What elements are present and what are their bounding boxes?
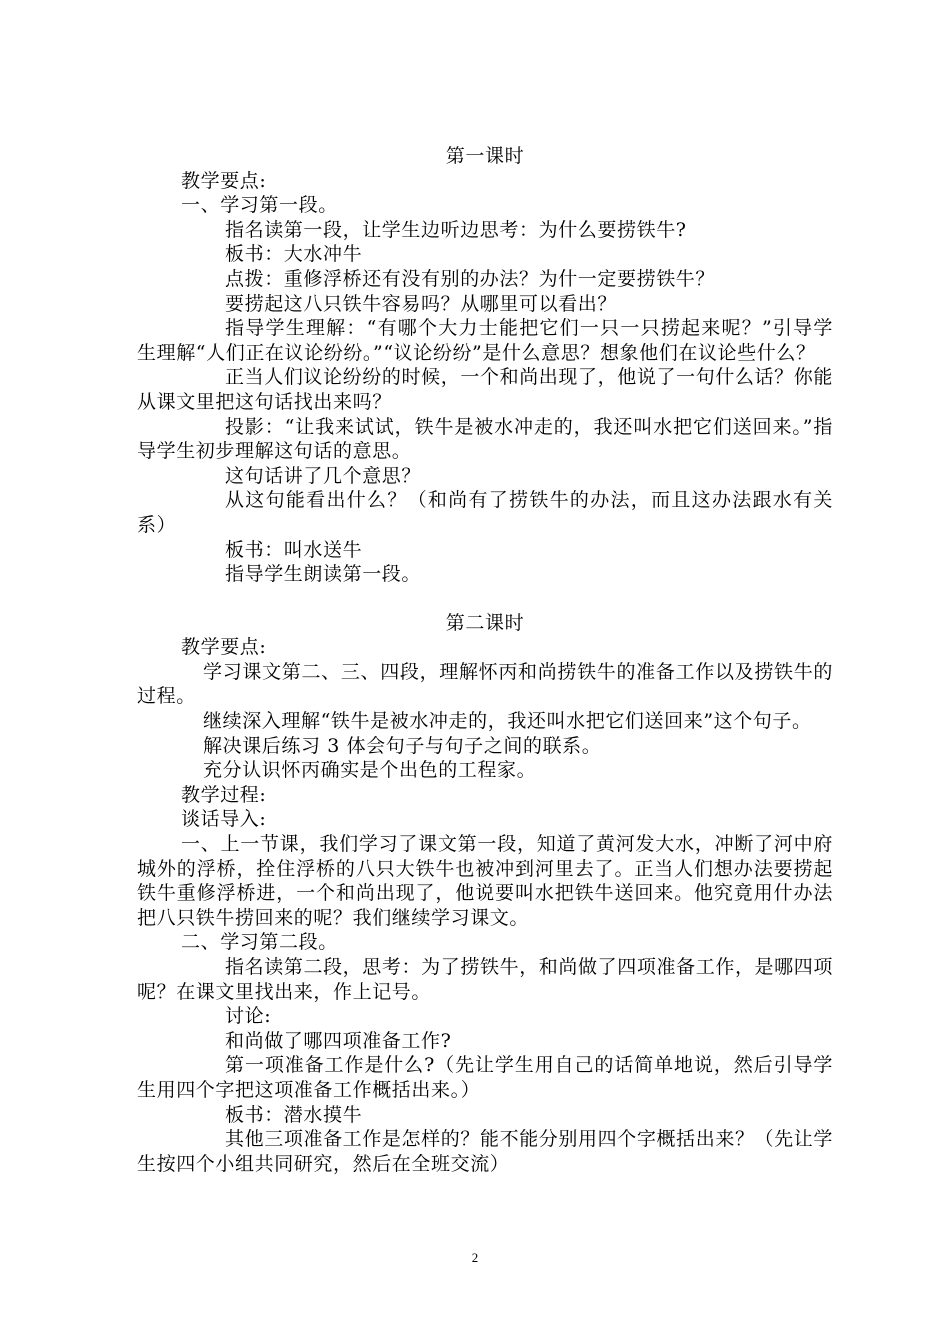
lesson2-key-point: 解决课后练习 3 体会句子与句子之间的联系。 [203,734,602,757]
lesson2-intro-text: 一、上一节课，我们学习了课文第一段，知道了黄河发大水，冲断了河中府城外的浮桥，拴住浮桥的八只大铁牛也被冲到河里去了。正当人们想办法要捞起铁牛重修浮桥进，一个和尚出现了，他说要叫水把铁牛送回来。他究竟用什办法把八只铁牛捞回来的呢？我们继续学习课文。 [137,833,833,929]
page-content [137,144,833,1176]
lesson2-paragraph: 和尚做了哪四项准备工作? [225,1029,452,1052]
lesson2-paragraph: 其他三项准备工作是怎样的？能不能分别用四个字概括出来？（先让学生按四个小组共同研究，然后在全班交流） [137,1128,833,1175]
lesson2-title: 第二课时 [445,611,525,634]
page-number: 2 [471,1250,479,1265]
lesson2-process-label: 教学过程: [181,783,267,806]
lesson1-board-writing: 板书：大水冲牛 [225,243,363,266]
lesson2-key-point: 继续深入理解“铁牛是被水冲走的，我还叫水把它们送回来”这个句子。 [203,710,812,733]
lesson2-board-writing: 板书：潜水摸牛 [225,1103,363,1126]
lesson1-paragraph: 从这句能看出什么？（和尚有了捞铁牛的办法，而且这办法跟水有关系） [137,489,833,536]
lesson1-paragraph: 正当人们议论纷纷的时候，一个和尚出现了，他说了一句什么话？你能从课文里把这句话找出来吗？ [137,366,833,413]
lesson2-paragraph: 指名读第二段，思考：为了捞铁牛，和尚做了四项准备工作，是哪四项呢？在课文里找出来，作上记号。 [137,956,833,1003]
lesson1-title: 第一课时 [445,145,525,167]
lesson1-paragraph: 指导学生朗读第一段。 [225,563,422,586]
lesson1-board-writing: 板书：叫水送牛 [225,538,363,561]
lesson1-paragraph: 点拨：重修浮桥还有没有别的办法？为什一定要捞铁牛？ [225,267,716,290]
lesson1-paragraph: 要捞起这八只铁牛容易吗？从哪里可以看出？ [225,292,618,315]
lesson2-discuss-label: 讨论: [225,1005,272,1028]
lesson2-section2-heading: 二、学习第二段。 [181,931,338,954]
lesson1-paragraph: 投影：“让我来试试，铁牛是被水冲走的，我还叫水把它们送回来。”指导学生初步理解这句话的意思。 [137,415,833,463]
lesson1-key-points-label: 教学要点: [181,169,267,192]
lesson2-key-point: 学习课文第二、三、四段，理解怀丙和尚捞铁牛的准备工作以及捞铁牛的过程。 [137,660,833,708]
lesson1-paragraph: 这句话讲了几个意思？ [225,464,422,487]
section-gap [137,587,833,611]
lesson2-intro-label: 谈话导入: [181,808,267,831]
lesson2-key-point: 充分认识怀丙确实是个出色的工程家。 [203,759,537,782]
lesson1-section1-heading: 一、学习第一段。 [181,194,338,217]
lesson1-paragraph: 指名读第一段，让学生边听边思考：为什么要捞铁牛? [225,218,687,241]
lesson2-paragraph: 第一项准备工作是什么?（先让学生用自己的话简单地说，然后引导学生用四个字把这项准备工作概括出来。） [137,1054,833,1101]
lesson2-key-points-label: 教学要点: [181,636,267,659]
lesson1-paragraph: 指导学生理解：“有哪个大力士能把它们一只一只捞起来呢？”引导学生理解“人们正在议论纷纷。”“议论纷纷”是什么意思？想象他们在议论些什么？ [137,317,833,364]
